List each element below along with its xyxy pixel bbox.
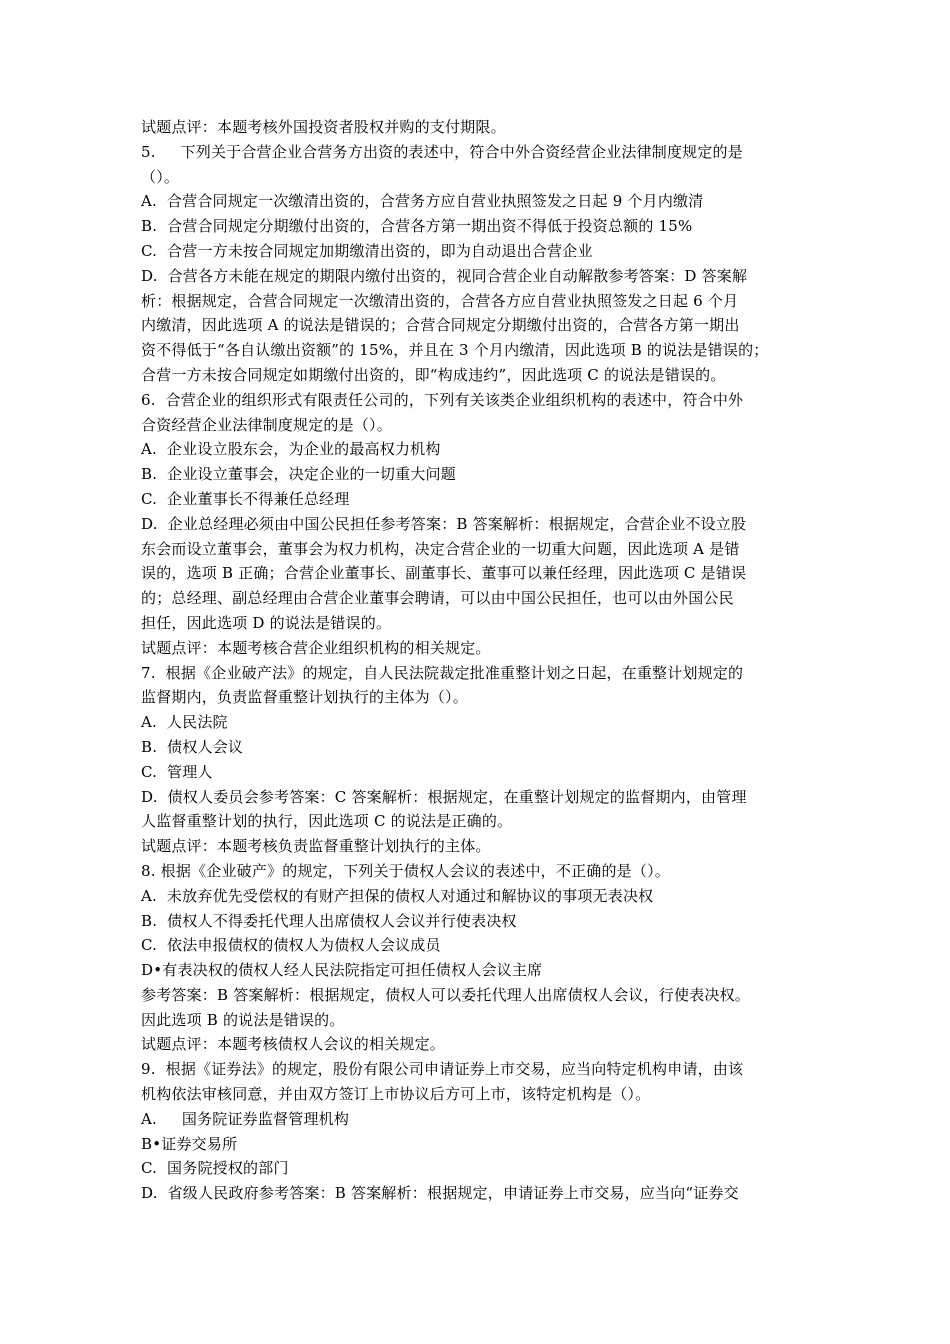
text-line: B. 企业设立董事会，决定企业的一切重大问题 (141, 465, 456, 484)
text-line: 析：根据规定，合营合同规定一次缴清出资的，合营各方应自营业执照签发之日起 6 个月 (141, 291, 739, 310)
text-line: A. 未放弃优先受偿权的有财产担保的债权人对通过和解协议的事项无表决权 (141, 886, 654, 905)
text-line: 试题点评：本题考核合营企业组织机构的相关规定。 (141, 638, 491, 657)
text-line: A. 企业设立股东会，为企业的最高权力机构 (141, 440, 441, 459)
text-line: 6. 合营企业的组织形式有限责任公司的，下列有关该类企业组织机构的表述中，符合中外 (141, 390, 744, 409)
text-line: D•有表决权的债权人经人民法院指定可担任债权人会议主席 (141, 961, 543, 980)
text-line: C. 管理人 (141, 762, 213, 781)
text-line: C. 合营一方未按合同规定加期缴清出资的，即为自动退出合营企业 (141, 241, 593, 260)
text-line: 合资经营企业法律制度规定的是（）。 (141, 415, 392, 434)
text-line: D. 合营各方未能在规定的期限内缴付出资的，视同合营企业自动解散参考答案：D 答案解 (141, 266, 748, 285)
text-line: A. 合营合同规定一次缴清出资的，合营务方应自营业执照签发之日起 9 个月内缴清 (141, 192, 704, 211)
text-line: B. 债权人不得委托代理人出席债权人会议并行使表决权 (141, 911, 517, 930)
text-line: 9. 根据《证券法》的规定，股份有限公司申请证券上市交易，应当向特定机构申请，由该 (141, 1060, 744, 1079)
text-line: A. 人民法院 (141, 713, 228, 732)
text-line: B. 合营合同规定分期缴付出资的，合营各方第一期出资不得低于投资总额的 15% (141, 217, 693, 236)
text-line: C. 国务院授权的部门 (141, 1159, 289, 1178)
text-line: 资不得低于“各自认缴出资额”的 15%，并且在 3 个月内缴清，因此选项 B 的说法是错误的； (141, 341, 769, 360)
text-line: A. 国务院证券监督管理机构 (141, 1109, 350, 1128)
text-line: D. 企业总经理必须由中国公民担任参考答案：B 答案解析：根据规定，合营企业不设立股 (141, 514, 747, 533)
text-line: D. 省级人民政府参考答案：B 答案解析：根据规定，申请证券上市交易，应当向“证券交 (141, 1184, 739, 1203)
text-line: D. 债权人委员会参考答案：C 答案解析：根据规定，在重整计划规定的监督期内，由管理 (141, 787, 747, 806)
text-line: （）。 (141, 167, 180, 186)
text-line: B. 债权人会议 (141, 737, 244, 756)
text-line: 7. 根据《企业破产法》的规定，自人民法院裁定批准重整计划之日起，在重整计划规定的 (141, 663, 744, 682)
text-line: 机构依法审核同意，并由双方签订上市协议后方可上市，该特定机构是（）。 (141, 1085, 651, 1104)
text-line: C. 依法申报债权的债权人为债权人会议成员 (141, 936, 441, 955)
text-line: 人监督重整计划的执行，因此选项 C 的说法是正确的。 (141, 812, 513, 831)
text-line: 担任，因此选项 D 的说法是错误的。 (141, 613, 392, 632)
text-line: 试题点评：本题考核负责监督重整计划执行的主体。 (141, 837, 491, 856)
text-line: 合营一方未按合同规定如期缴付出资的，即“构成违约”，因此选项 C 的说法是错误的。 (141, 365, 726, 384)
text-line: 5. 下列关于合营企业合营务方出资的表述中，符合中外合资经营企业法律制度规定的是 (141, 142, 743, 161)
text-line: 的；总经理、副总经理由合营企业董事会聘请，可以由中国公民担任，也可以由外国公民 (141, 589, 734, 608)
text-line: 监督期内，负责监督重整计划执行的主体为（）。 (141, 688, 468, 707)
text-line: 误的，选项 B 正确；合营企业董事长、副董事长、董事可以兼任经理，因此选项 C 是错误 (141, 564, 747, 583)
text-line: C. 企业董事长不得兼任总经理 (141, 489, 350, 508)
text-line: 参考答案：B 答案解析：根据规定，债权人可以委托代理人出席债权人会议，行使表决权。 (141, 985, 750, 1004)
text-line: 试题点评：本题考核外国投资者股权并购的支付期限。 (141, 118, 506, 136)
document-body (141, 115, 821, 1206)
text-line: 8. 根据《企业破产》的规定，下列关于债权人会议的表述中，不正确的是（）。 (141, 861, 670, 880)
text-line: B•证券交易所 (141, 1134, 238, 1153)
text-line: 试题点评：本题考核债权人会议的相关规定。 (141, 1035, 446, 1054)
text-line: 内缴清，因此选项 A 的说法是错误的；合营合同规定分期缴付出资的，合营各方第一期出 (141, 316, 740, 335)
text-line: 东会而设立董事会，董事会为权力机构，决定合营企业的一切重大问题，因此选项 A 是错 (141, 539, 740, 558)
text-line: 因此选项 B 的说法是错误的。 (141, 1010, 345, 1029)
